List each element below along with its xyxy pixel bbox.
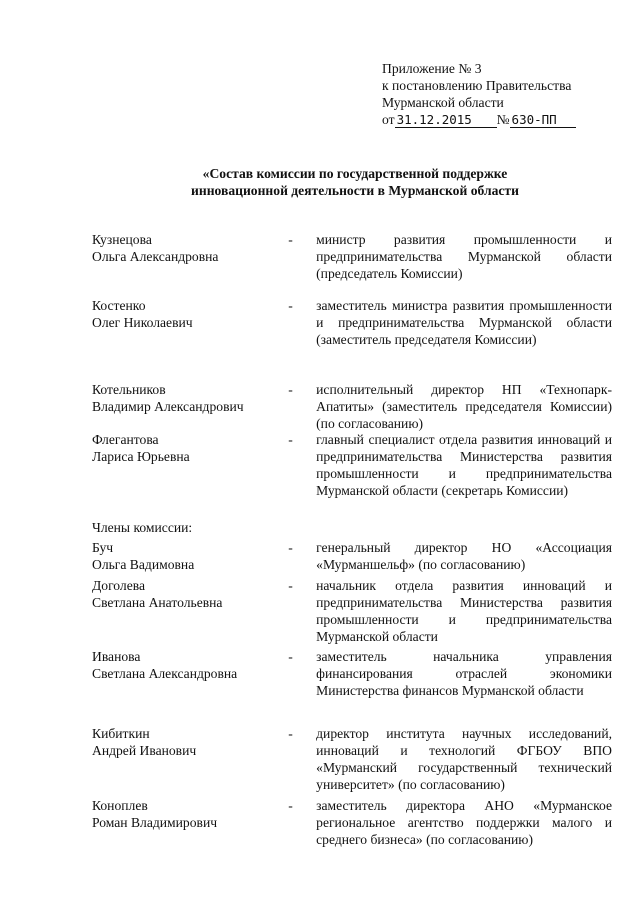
person-name [92,381,288,415]
person-name [92,431,288,465]
separator-dash: - [288,382,293,397]
list-item [92,431,612,519]
separator-dash: - [288,298,293,313]
document-title [120,165,590,199]
list-item [92,231,612,297]
given-names: Роман Владимирович [92,815,218,830]
appendix-date-line [382,111,612,128]
person-role: генеральный директор НО «Ассоциация «Мурманшельф» (по согласованию) [316,540,612,572]
given-names: Андрей Иванович [92,743,197,758]
handwritten-number: 630-ПП [510,113,576,128]
list-item [92,797,612,853]
person-name [92,577,288,611]
surname: Котельников [92,382,166,397]
separator-dash: - [288,578,293,593]
person-name [92,539,288,573]
list-item [92,297,612,381]
person-role: директор института научных исследований, инноваций и технологий ФГБОУ ВПО «Мурманский государственный технический университет» (по согласованию) [316,726,612,792]
person-role: начальник отдела развития инноваций и предпринимательства Министерства развития промышленности и предпринимательства Мурманской области [316,578,612,644]
separator-dash: - [288,649,293,664]
separator-dash: - [288,540,293,555]
surname: Коноплев [92,798,148,813]
surname: Костенко [92,298,146,313]
list-item [92,381,612,431]
separator-dash: - [288,432,293,447]
appendix-reference: к постановлению Правительства [382,78,572,93]
given-names: Владимир Александрович [92,399,244,414]
given-names: Лариса Юрьевна [92,449,190,464]
given-names: Светлана Анатольевна [92,595,223,610]
commission-list [92,231,612,853]
list-item [92,648,612,725]
person-name [92,797,288,831]
list-item [92,539,612,577]
person-role: заместитель начальника управления финансирования отраслей экономики Министерства финансов Мурманской области [316,649,612,698]
separator-dash: - [288,232,293,247]
given-names: Светлана Александровна [92,666,238,681]
person-name [92,648,288,682]
appendix-region: Мурманской области [382,95,504,110]
members-heading: Члены комиссии: [92,520,193,535]
list-item [92,725,612,797]
separator-dash: - [288,726,293,741]
title-line-2: инновационной деятельности в Мурманской области [191,183,519,198]
separator-dash: - [288,798,293,813]
handwritten-date: 31.12.2015 [395,113,497,128]
surname: Флегантова [92,432,159,447]
person-role: министр развития промышленности и предпринимательства Мурманской области (председатель Комиссии) [316,232,612,281]
given-names: Олег Николаевич [92,315,193,330]
given-names: Ольга Вадимовна [92,557,195,572]
person-role: заместитель министра развития промышленности и предпринимательства Мурманской области (заместитель председателя Комиссии) [316,298,612,347]
surname: Буч [92,540,114,555]
appendix-number: Приложение № 3 [382,61,482,76]
person-name [92,231,288,265]
person-role: главный специалист отдела развития инноваций и предпринимательства Министерства развития промышленности и предпринимательства Мурманской области (секретарь Комиссии) [316,432,612,498]
surname: Доголева [92,578,146,593]
given-names: Ольга Александровна [92,249,219,264]
title-line-1: «Состав комиссии по государственной поддержке [202,166,508,181]
person-role: заместитель директора АНО «Мурманское региональное агентство поддержки малого и среднего бизнеса» (по согласованию) [316,798,612,847]
surname: Иванова [92,649,141,664]
list-item [92,577,612,648]
person-name [92,297,288,331]
surname: Кибиткин [92,726,150,741]
person-name [92,725,288,759]
person-role: исполнительный директор НП «Технопарк-Апатиты» (заместитель председателя Комиссии) (по согласованию) [316,382,612,431]
date-prefix: от [382,112,395,127]
surname: Кузнецова [92,232,152,247]
appendix-header [382,60,612,128]
number-prefix: № [496,112,510,127]
